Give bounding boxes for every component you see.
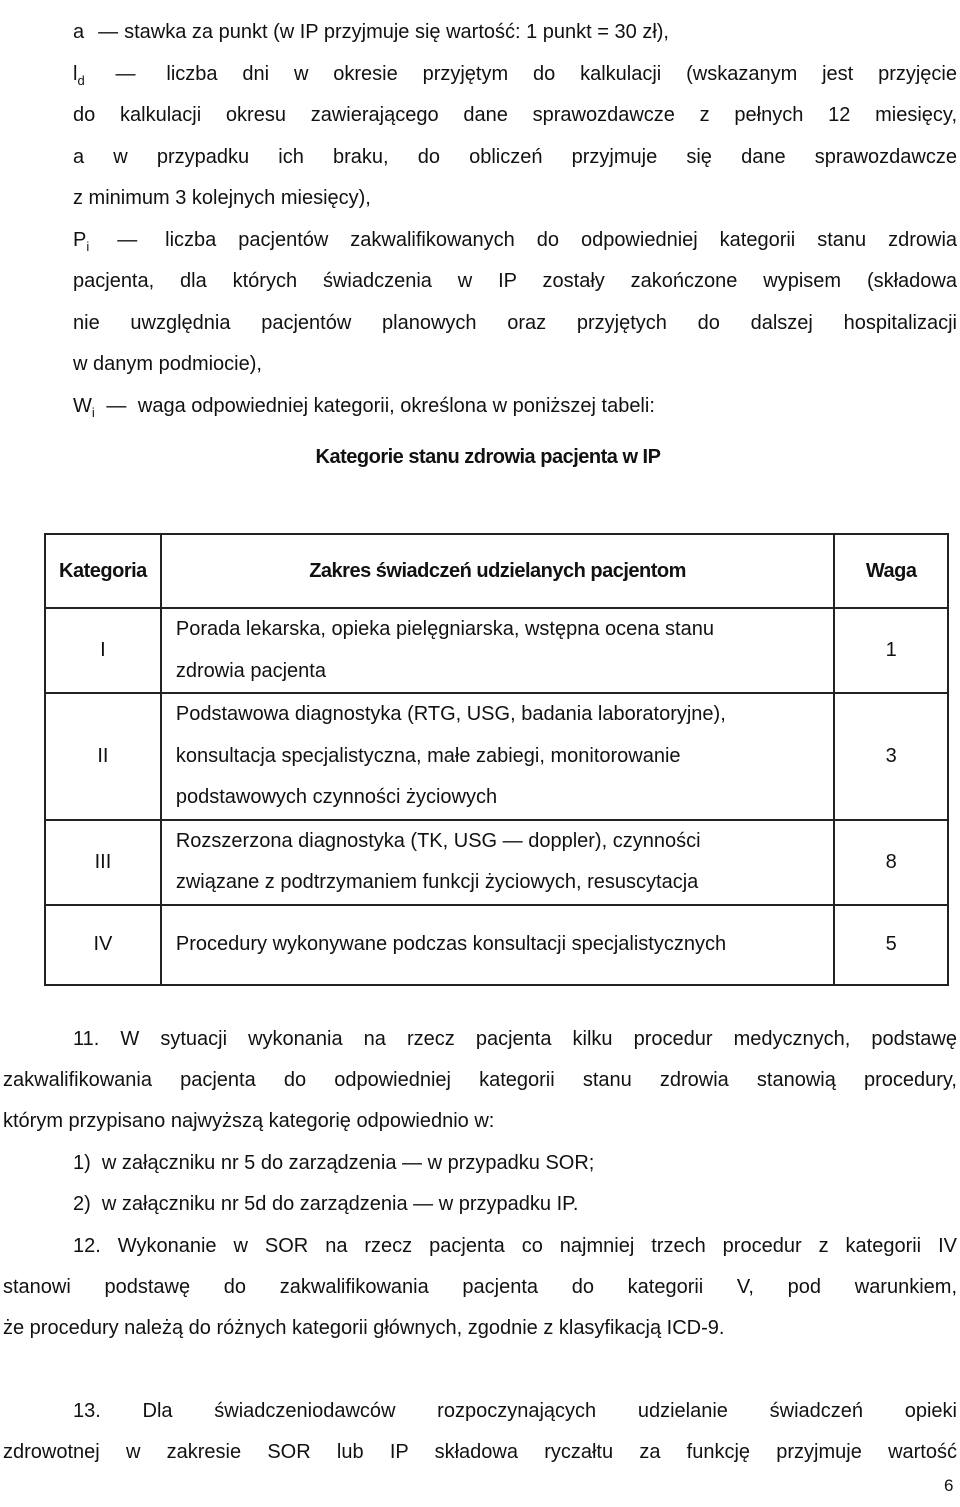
scope-line: Podstawowa diagnostyka (RTG, USG, badania laboratoryjne), xyxy=(175,703,726,725)
header-weight: Waga xyxy=(834,534,948,608)
cell-weight: 3 xyxy=(834,693,948,820)
dash: — xyxy=(117,228,138,251)
table-title: Kategorie stanu zdrowia pacjenta w IP xyxy=(315,446,661,468)
symbol-subscript: i xyxy=(86,238,90,254)
symbol-subscript: d xyxy=(77,72,85,88)
scope-line: Porada lekarska, opieka pielęgniarska, wstępna ocena stanu xyxy=(175,618,714,640)
paragraph-11-line3: którym przypisano najwyższą kategorię odpowiednio w: xyxy=(3,1110,495,1132)
definition-text: liczba pacjentów zakwalifikowanych do odpowiedniej kategorii stanu zdrowia xyxy=(165,228,958,251)
scope-line: podstawowych czynności życiowych xyxy=(175,786,498,808)
definition-ld-line2: do kalkulacji okresu zawierającego dane sprawozdawcze z pełnych 12 miesięcy, xyxy=(73,104,957,126)
paragraph-13-line2: zdrowotnej w zakresie SOR lub IP składowa ryczałtu za funkcję przyjmuje wartość xyxy=(3,1441,957,1463)
scope-line: konsultacja specjalistyczna, małe zabiegi, monitorowanie xyxy=(175,744,681,767)
scope-line: zdrowia pacjenta xyxy=(175,659,326,682)
table-row xyxy=(45,820,948,905)
cell-weight: 1 xyxy=(834,608,948,693)
definition-ld xyxy=(73,54,957,96)
definition-pi xyxy=(73,220,957,262)
definition-pi-line4: w danym podmiocie), xyxy=(73,353,262,375)
symbol-subscript: i xyxy=(91,404,95,420)
symbol: P xyxy=(73,228,87,251)
scope-line: Rozszerzona diagnostyka (TK, USG — doppler), czynności xyxy=(175,829,701,852)
dash: — xyxy=(98,21,119,43)
definitions-list xyxy=(73,12,957,427)
symbol: a xyxy=(73,21,85,43)
table-header-row xyxy=(45,534,948,608)
scope-line: Procedury wykonywane podczas konsultacji specjalistycznych xyxy=(175,932,727,955)
cell-category: II xyxy=(45,693,161,820)
header-category: Kategoria xyxy=(45,534,161,608)
symbol: W xyxy=(73,394,92,417)
cell-scope xyxy=(161,608,834,693)
cell-scope xyxy=(161,820,834,905)
cell-weight: 8 xyxy=(834,820,948,905)
table-row xyxy=(45,905,948,985)
definition-text: waga odpowiedniej kategorii, określona w poniższej tabeli: xyxy=(137,394,655,417)
definition-text: stawka za punkt (w IP przyjmuje się wartość: 1 punkt = 30 zł), xyxy=(124,21,669,43)
list-item: 1) w załączniku nr 5 do zarządzenia — w przypadku SOR; xyxy=(73,1152,595,1174)
categories-table xyxy=(44,533,949,986)
definition-ld-line3: a w przypadku ich braku, do obliczeń przyjmuje się dane sprawozdawcze xyxy=(73,145,957,168)
definition-ld-line4: z minimum 3 kolejnych miesięcy), xyxy=(73,187,371,209)
symbol: l xyxy=(73,62,78,85)
dash: — xyxy=(115,62,136,85)
paragraph-13-line1: 13. Dla świadczeniodawców rozpoczynających udzielanie świadczeń opieki xyxy=(73,1400,957,1422)
table-row xyxy=(45,608,948,693)
header-scope: Zakres świadczeń udzielanych pacjentom xyxy=(161,534,834,608)
dash: — xyxy=(106,394,127,417)
page-number: 6 xyxy=(944,1476,954,1495)
definition-text: liczba dni w okresie przyjętym do kalkulacji (wskazanym jest przyjęcie xyxy=(166,62,957,85)
cell-category: IV xyxy=(45,905,161,985)
table-row xyxy=(45,693,948,820)
cell-scope xyxy=(161,693,834,820)
list-item: 2) w załączniku nr 5d do zarządzenia — w przypadku IP. xyxy=(73,1193,579,1215)
cell-category: III xyxy=(45,820,161,905)
paragraph-11-line2: zakwalifikowania pacjenta do odpowiedniej kategorii stanu zdrowia stanowią procedury, xyxy=(3,1069,957,1091)
definition-wi xyxy=(73,386,957,428)
paragraph-12-line2: stanowi podstawę do zakwalifikowania pacjenta do kategorii V, pod warunkiem, xyxy=(3,1276,957,1298)
scope-line: związane z podtrzymaniem funkcji życiowych, resuscytacja xyxy=(175,871,699,893)
definition-pi-line2: pacjenta, dla których świadczenia w IP zostały zakończone wypisem (składowa xyxy=(73,270,957,292)
cell-scope xyxy=(161,905,834,985)
definition-a xyxy=(73,12,957,54)
cell-weight: 5 xyxy=(834,905,948,985)
cell-category: I xyxy=(45,608,161,693)
paragraph-11-line1: 11. W sytuacji wykonania na rzecz pacjenta kilku procedur medycznych, podstawę xyxy=(73,1028,957,1050)
paragraph-12-line3: że procedury należą do różnych kategorii głównych, zgodnie z klasyfikacją ICD-9. xyxy=(3,1317,725,1339)
definition-pi-line3: nie uwzględnia pacjentów planowych oraz przyjętych do dalszej hospitalizacji xyxy=(73,311,957,334)
paragraph-12-line1: 12. Wykonanie w SOR na rzecz pacjenta co najmniej trzech procedur z kategorii IV xyxy=(73,1235,957,1257)
